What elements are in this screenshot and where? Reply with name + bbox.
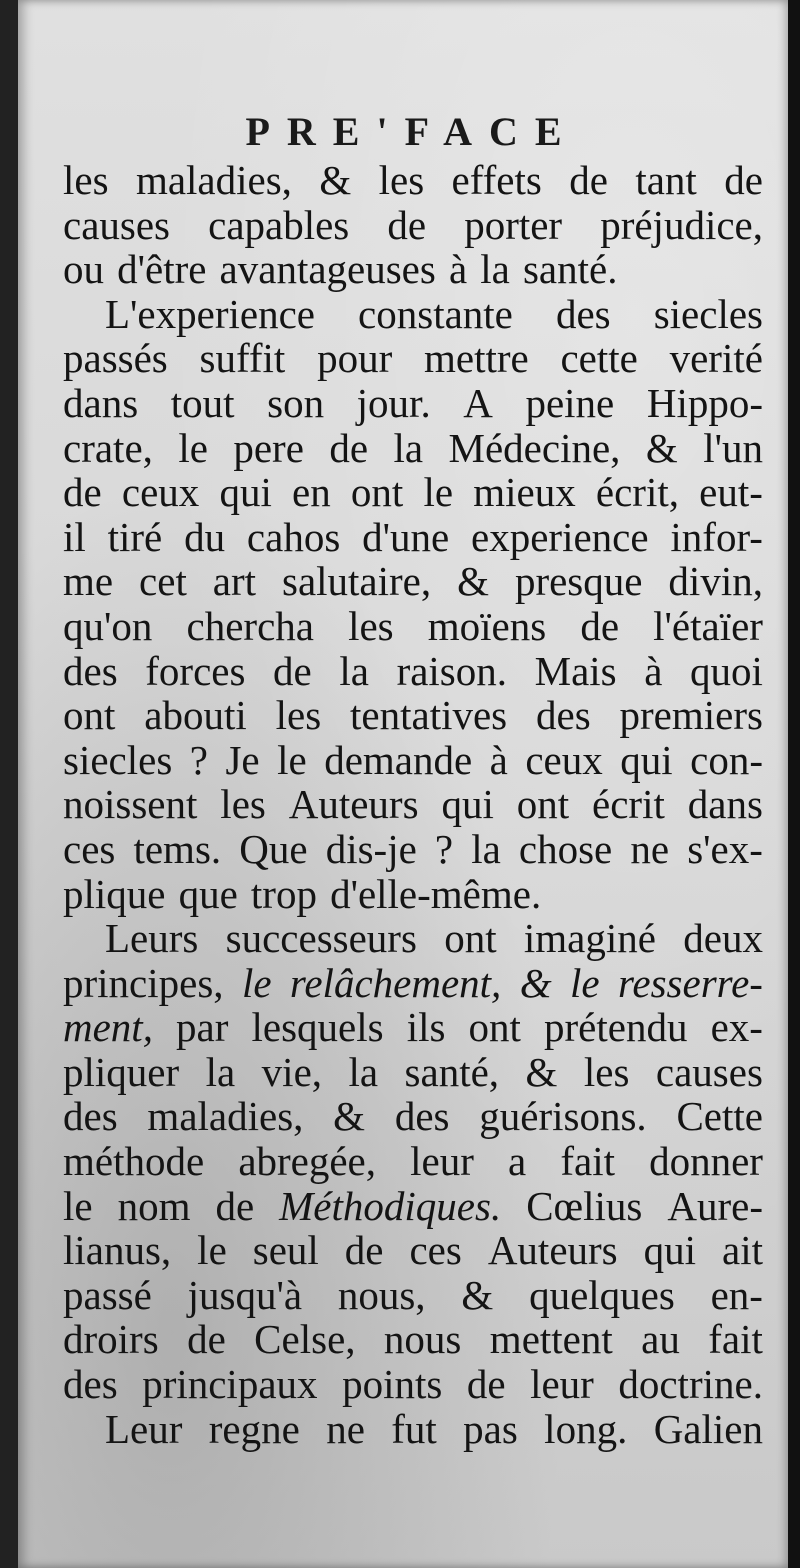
word: écrit	[592, 781, 665, 828]
word: dis-je	[325, 825, 417, 872]
word: lesquels	[251, 1004, 384, 1051]
word: s'ex-	[687, 825, 763, 872]
body-text	[63, 158, 763, 1451]
word: chose	[518, 825, 613, 872]
text-line	[63, 827, 763, 872]
word: points	[342, 1361, 443, 1408]
word: moïens	[427, 602, 547, 649]
word: experience	[471, 513, 649, 560]
word: raison.	[396, 647, 508, 694]
word: &	[457, 558, 489, 605]
text-line	[63, 381, 763, 426]
word: pour	[317, 335, 393, 382]
word: de	[187, 1316, 226, 1363]
word: premiers	[619, 692, 763, 739]
word: Auteurs	[288, 781, 419, 828]
text-line	[63, 470, 763, 515]
word: regne	[208, 1405, 300, 1452]
text-line	[63, 1005, 763, 1050]
word: &	[333, 1093, 366, 1140]
word: fut	[391, 1405, 437, 1452]
word: ment,	[63, 1004, 153, 1051]
word: constante	[358, 290, 513, 337]
word: noissent	[63, 781, 198, 828]
word: à	[448, 246, 468, 293]
word: avantageuses	[219, 246, 436, 293]
word: d'être	[117, 246, 207, 293]
text-line	[63, 292, 763, 337]
word: L'experience	[105, 290, 315, 337]
word: deux	[683, 915, 763, 962]
word: tems.	[133, 825, 222, 872]
word: ne	[630, 825, 670, 872]
word: relâchement,	[289, 959, 502, 1006]
text-line	[63, 203, 763, 248]
word: Aure-	[667, 1182, 763, 1229]
word: long.	[544, 1405, 628, 1452]
word: qu'on	[63, 602, 153, 649]
word: en-	[710, 1271, 763, 1318]
text-line	[63, 1317, 763, 1362]
word: tant	[635, 157, 697, 203]
text-line	[63, 604, 763, 649]
word: presque	[514, 558, 643, 605]
word: méthode	[63, 1138, 205, 1185]
word: pas	[463, 1405, 518, 1452]
book-page	[18, 0, 788, 1568]
word: les	[275, 692, 322, 739]
word: me	[63, 558, 114, 605]
word: chercha	[186, 602, 314, 649]
word: ces	[409, 1227, 462, 1274]
word: &	[319, 157, 352, 203]
word: fait	[560, 1138, 615, 1185]
word: guérisons.	[479, 1093, 647, 1140]
word: d'une	[362, 513, 450, 560]
word: mieux	[473, 469, 576, 516]
word: siecles	[653, 290, 763, 337]
word: plique	[63, 870, 166, 917]
word: demande	[324, 736, 473, 783]
word: de	[580, 602, 620, 649]
word: il	[63, 513, 86, 560]
word: préjudice,	[600, 201, 763, 248]
word: tentatives	[350, 692, 508, 739]
word: le	[197, 1227, 227, 1274]
word: prétendu	[544, 1004, 688, 1051]
word: trop	[250, 870, 317, 917]
word: en	[292, 469, 331, 516]
word: forces	[145, 647, 246, 694]
word: au	[641, 1316, 680, 1363]
text-line	[63, 1139, 763, 1184]
page-edge-shadow	[788, 0, 800, 1568]
text-line	[63, 1050, 763, 1095]
text-line	[63, 1094, 763, 1139]
word: tout	[170, 379, 235, 426]
word: pere	[233, 424, 304, 471]
word: ou	[63, 246, 104, 293]
text-line	[63, 872, 763, 917]
word: &	[645, 424, 678, 471]
word: causes	[63, 201, 171, 248]
text-line	[63, 336, 763, 381]
word: les	[583, 1048, 630, 1095]
word: principaux	[142, 1361, 318, 1408]
word: con-	[690, 736, 763, 783]
word: le	[569, 959, 600, 1006]
word: Méthodiques.	[279, 1182, 502, 1229]
word: fait	[708, 1316, 763, 1363]
word: quelques	[529, 1271, 675, 1318]
word: les	[220, 781, 266, 828]
word: ont	[350, 469, 404, 516]
word: le	[277, 736, 307, 783]
word: passé	[63, 1271, 152, 1318]
word: de	[344, 1227, 384, 1274]
word: des	[394, 1093, 450, 1140]
word: &	[525, 1048, 558, 1095]
word: le	[241, 959, 272, 1006]
word: jour.	[356, 379, 431, 426]
word: des	[63, 647, 118, 694]
word: &	[461, 1271, 494, 1318]
word: du	[184, 513, 226, 560]
word: ?	[434, 825, 454, 872]
word: infor-	[670, 513, 763, 560]
word: santé,	[404, 1048, 500, 1095]
word: de	[273, 647, 312, 694]
word: la	[393, 424, 424, 471]
word: abregée,	[238, 1138, 377, 1185]
text-line	[63, 426, 763, 471]
text-line	[63, 961, 763, 1006]
word: &	[519, 959, 552, 1006]
word: lianus,	[63, 1227, 172, 1274]
text-line	[63, 1228, 763, 1273]
text-line	[63, 693, 763, 738]
word: l'un	[703, 424, 763, 471]
word: ont	[468, 1004, 521, 1051]
word: de	[387, 201, 427, 248]
word: cahos	[246, 513, 341, 560]
word: ait	[722, 1227, 763, 1274]
word: nous,	[337, 1271, 426, 1318]
word: par	[176, 1004, 229, 1051]
word: la	[471, 825, 501, 872]
word: mettre	[423, 335, 529, 382]
word: nom	[117, 1182, 191, 1229]
word: droirs	[63, 1316, 159, 1363]
word: l'étaïer	[653, 602, 763, 649]
word: le	[423, 469, 454, 516]
word: leur	[410, 1138, 474, 1185]
word: qui	[219, 469, 272, 516]
word: salutaire,	[282, 558, 432, 605]
word: santé.	[522, 246, 618, 293]
word: crate,	[63, 424, 153, 471]
word: qui	[643, 1227, 697, 1274]
word: peine	[525, 379, 615, 426]
word: ne	[326, 1405, 365, 1452]
word: des	[555, 290, 611, 337]
word: ont	[516, 781, 570, 828]
word: tiré	[107, 513, 163, 560]
word: a	[508, 1138, 527, 1185]
word: eut-	[699, 469, 763, 516]
word: maladies,	[135, 157, 292, 203]
word: à	[644, 647, 663, 694]
word: quoi	[690, 647, 763, 694]
word: porter	[464, 201, 563, 248]
word: la	[480, 246, 510, 293]
word: Que	[239, 825, 308, 872]
word: principes,	[63, 959, 224, 1006]
word: ils	[406, 1004, 446, 1051]
word: Auteurs	[487, 1227, 618, 1274]
word: Mais	[534, 647, 617, 694]
text-line	[63, 782, 763, 827]
text-line	[63, 649, 763, 694]
word: de	[215, 1182, 255, 1229]
word: ceux	[121, 469, 200, 516]
word: Celse,	[254, 1316, 356, 1363]
word: écrit,	[595, 469, 679, 516]
word: de	[724, 157, 763, 203]
word: des	[536, 692, 591, 739]
word: nous	[383, 1316, 462, 1363]
word: passés	[63, 335, 168, 382]
word: cette	[560, 335, 638, 382]
running-head: PRE'FACE	[245, 109, 579, 154]
word: de	[466, 1361, 506, 1408]
word: Cœlius	[526, 1182, 643, 1229]
word: dans	[687, 781, 763, 828]
word: d'elle-même.	[330, 870, 542, 917]
text-line	[63, 738, 763, 783]
word: cet	[139, 558, 187, 605]
word: A	[463, 379, 493, 426]
text-line	[63, 247, 763, 292]
word: les	[63, 157, 109, 203]
word: ex-	[710, 1004, 763, 1051]
word: que	[178, 870, 238, 917]
word: des	[63, 1361, 118, 1408]
word: Galien	[653, 1405, 763, 1452]
word: ?	[189, 736, 208, 783]
word: pliquer	[63, 1048, 180, 1095]
word: imaginé	[523, 915, 656, 962]
text-line	[63, 1407, 763, 1452]
text-line	[63, 158, 763, 203]
word: causes	[655, 1048, 763, 1095]
word: maladies,	[147, 1093, 304, 1140]
word: qui	[620, 736, 673, 783]
word: verité	[669, 335, 763, 382]
word: successeurs	[225, 915, 417, 962]
word: resserre-	[617, 959, 763, 1006]
word: seul	[252, 1227, 319, 1274]
word: abouti	[144, 692, 247, 739]
word: ceux	[525, 736, 603, 783]
word: de	[63, 469, 102, 516]
word: des	[63, 1093, 118, 1140]
word: divin,	[668, 558, 763, 605]
word: la	[205, 1048, 236, 1095]
word: art	[212, 558, 257, 605]
word: les	[348, 602, 394, 649]
text-line	[63, 559, 763, 604]
word: son	[267, 379, 325, 426]
text-line	[63, 515, 763, 560]
word: effets	[451, 157, 542, 203]
word: vie,	[261, 1048, 323, 1095]
word: Cette	[676, 1093, 763, 1140]
word: suffit	[199, 335, 286, 382]
text-line	[63, 1273, 763, 1318]
word: Hippo-	[646, 379, 763, 426]
word: capables	[208, 201, 350, 248]
word: dans	[63, 379, 139, 426]
word: de	[329, 424, 369, 471]
word: la	[339, 647, 369, 694]
word: le	[63, 1182, 93, 1229]
word: les	[378, 157, 425, 203]
text-line	[63, 1362, 763, 1407]
word: qui	[441, 781, 494, 828]
text-line	[63, 916, 763, 961]
word: ont	[444, 915, 497, 962]
word: jusqu'à	[187, 1271, 303, 1318]
word: à	[489, 736, 508, 783]
word: ces	[63, 825, 116, 872]
word: Je	[225, 736, 260, 783]
word: donner	[649, 1138, 763, 1185]
word: doctrine.	[618, 1361, 763, 1408]
word: Leurs	[105, 915, 199, 962]
word: le	[178, 424, 208, 471]
word: leur	[530, 1361, 594, 1408]
text-line	[63, 1184, 763, 1229]
word: ont	[63, 692, 116, 739]
word: la	[348, 1048, 379, 1095]
word: mettent	[489, 1316, 613, 1363]
word: Médecine,	[448, 424, 621, 471]
word: Leur	[105, 1405, 183, 1452]
word: de	[569, 157, 608, 203]
word: siecles	[63, 736, 173, 783]
